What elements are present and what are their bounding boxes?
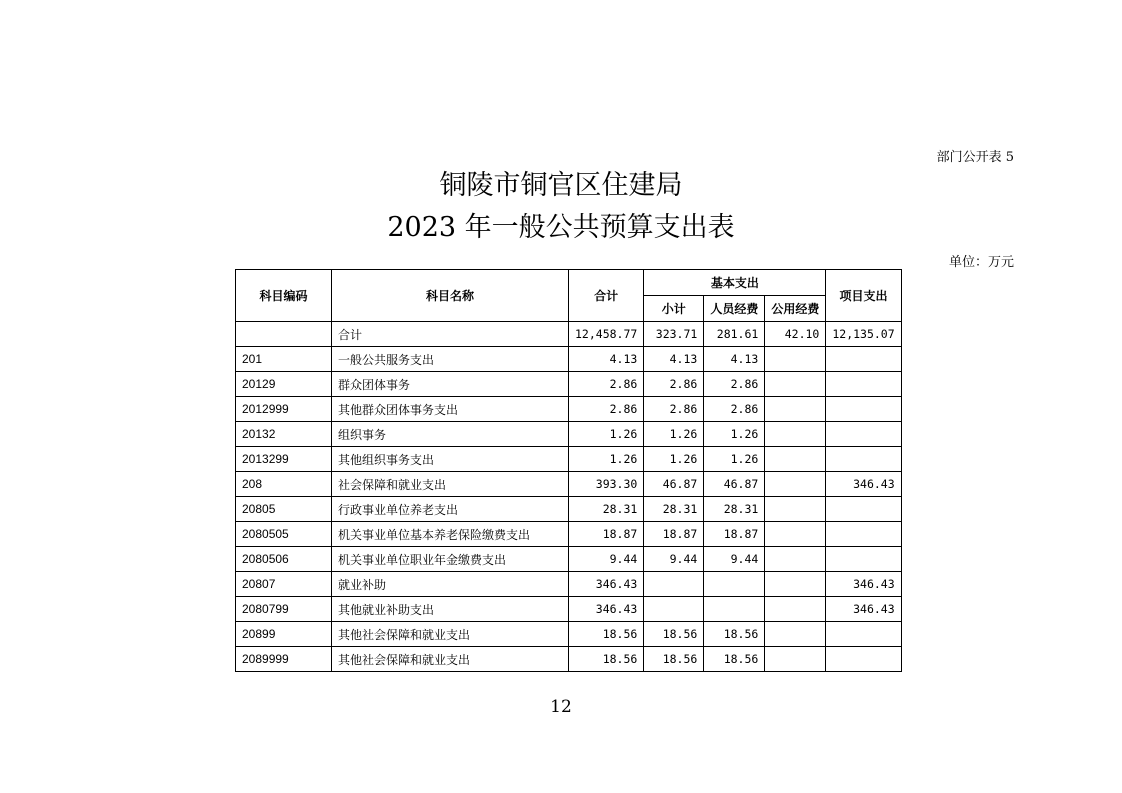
cell-subtotal: 18.87 [644, 522, 704, 547]
cell-total: 9.44 [569, 547, 644, 572]
budget-table [235, 269, 902, 672]
cell-name: 合计 [332, 322, 569, 347]
table-row [236, 322, 902, 347]
cell-project [826, 372, 901, 397]
cell-public [765, 647, 826, 672]
cell-total: 346.43 [569, 572, 644, 597]
header-code: 科目编码 [236, 270, 332, 322]
cell-name: 行政事业单位养老支出 [332, 497, 569, 522]
page-number: 12 [550, 697, 572, 717]
cell-name: 其他社会保障和就业支出 [332, 647, 569, 672]
cell-subtotal: 323.71 [644, 322, 704, 347]
cell-personnel: 2.86 [704, 372, 765, 397]
cell-public [765, 472, 826, 497]
cell-subtotal: 46.87 [644, 472, 704, 497]
cell-code: 20899 [236, 622, 332, 647]
cell-project: 346.43 [826, 572, 901, 597]
cell-public [765, 347, 826, 372]
cell-total: 1.26 [569, 422, 644, 447]
cell-personnel: 18.56 [704, 647, 765, 672]
cell-total: 1.26 [569, 447, 644, 472]
cell-total: 12,458.77 [569, 322, 644, 347]
cell-total: 2.86 [569, 372, 644, 397]
cell-total: 18.56 [569, 647, 644, 672]
document-subtitle: 2023 年一般公共预算支出表 [387, 212, 735, 243]
cell-project [826, 522, 901, 547]
cell-name: 其他群众团体事务支出 [332, 397, 569, 422]
header-public: 公用经费 [765, 296, 826, 322]
cell-name: 机关事业单位基本养老保险缴费支出 [332, 522, 569, 547]
header-subtotal: 小计 [644, 296, 704, 322]
cell-project [826, 397, 901, 422]
cell-code: 20805 [236, 497, 332, 522]
table-row [236, 597, 902, 622]
cell-subtotal: 18.56 [644, 622, 704, 647]
cell-code: 2080505 [236, 522, 332, 547]
cell-subtotal: 9.44 [644, 547, 704, 572]
table-row [236, 547, 902, 572]
cell-code: 2012999 [236, 397, 332, 422]
header-total: 合计 [569, 270, 644, 322]
table-row [236, 622, 902, 647]
cell-project [826, 422, 901, 447]
cell-public [765, 447, 826, 472]
cell-project [826, 447, 901, 472]
cell-code: 20129 [236, 372, 332, 397]
cell-total: 4.13 [569, 347, 644, 372]
cell-subtotal: 4.13 [644, 347, 704, 372]
cell-personnel: 28.31 [704, 497, 765, 522]
table-row [236, 347, 902, 372]
cell-subtotal: 2.86 [644, 397, 704, 422]
cell-public [765, 597, 826, 622]
cell-name: 社会保障和就业支出 [332, 472, 569, 497]
header-name: 科目名称 [332, 270, 569, 322]
cell-project [826, 347, 901, 372]
cell-code: 2080799 [236, 597, 332, 622]
cell-name: 就业补助 [332, 572, 569, 597]
table-row [236, 522, 902, 547]
cell-name: 群众团体事务 [332, 372, 569, 397]
cell-code: 2013299 [236, 447, 332, 472]
cell-public [765, 422, 826, 447]
form-number: 部门公开表 5 [936, 150, 1014, 165]
cell-personnel: 18.87 [704, 522, 765, 547]
table-row [236, 647, 902, 672]
cell-personnel: 18.56 [704, 622, 765, 647]
cell-name: 机关事业单位职业年金缴费支出 [332, 547, 569, 572]
cell-subtotal: 2.86 [644, 372, 704, 397]
cell-name: 其他社会保障和就业支出 [332, 622, 569, 647]
unit-label: 单位：万元 [948, 255, 1014, 270]
cell-project [826, 497, 901, 522]
cell-personnel: 9.44 [704, 547, 765, 572]
cell-code: 20807 [236, 572, 332, 597]
cell-project: 346.43 [826, 472, 901, 497]
cell-public [765, 547, 826, 572]
header-project: 项目支出 [826, 270, 901, 322]
cell-total: 346.43 [569, 597, 644, 622]
cell-personnel: 1.26 [704, 447, 765, 472]
cell-code: 2080506 [236, 547, 332, 572]
cell-public [765, 622, 826, 647]
cell-personnel: 46.87 [704, 472, 765, 497]
header-personnel: 人员经费 [704, 296, 765, 322]
cell-subtotal [644, 597, 704, 622]
cell-subtotal [644, 572, 704, 597]
cell-public: 42.10 [765, 322, 826, 347]
cell-name: 一般公共服务支出 [332, 347, 569, 372]
cell-total: 2.86 [569, 397, 644, 422]
cell-total: 28.31 [569, 497, 644, 522]
cell-name: 组织事务 [332, 422, 569, 447]
document-title: 铜陵市铜官区住建局 [439, 170, 683, 201]
cell-total: 18.56 [569, 622, 644, 647]
cell-personnel [704, 597, 765, 622]
table-row [236, 572, 902, 597]
table-row [236, 447, 902, 472]
table-row [236, 422, 902, 447]
cell-total: 18.87 [569, 522, 644, 547]
cell-public [765, 397, 826, 422]
cell-public [765, 372, 826, 397]
cell-subtotal: 18.56 [644, 647, 704, 672]
cell-personnel: 281.61 [704, 322, 765, 347]
cell-total: 393.30 [569, 472, 644, 497]
cell-code: 2089999 [236, 647, 332, 672]
cell-personnel [704, 572, 765, 597]
cell-code: 201 [236, 347, 332, 372]
table-row [236, 372, 902, 397]
cell-project: 346.43 [826, 597, 901, 622]
cell-code: 208 [236, 472, 332, 497]
cell-personnel: 4.13 [704, 347, 765, 372]
cell-public [765, 522, 826, 547]
table-row [236, 397, 902, 422]
cell-project [826, 622, 901, 647]
cell-name: 其他组织事务支出 [332, 447, 569, 472]
cell-name: 其他就业补助支出 [332, 597, 569, 622]
header-basic: 基本支出 [644, 270, 826, 296]
cell-personnel: 2.86 [704, 397, 765, 422]
cell-subtotal: 1.26 [644, 422, 704, 447]
cell-project [826, 547, 901, 572]
cell-subtotal: 28.31 [644, 497, 704, 522]
table-row [236, 497, 902, 522]
cell-personnel: 1.26 [704, 422, 765, 447]
cell-public [765, 572, 826, 597]
cell-code [236, 322, 332, 347]
cell-project: 12,135.07 [826, 322, 901, 347]
table-body [236, 322, 902, 672]
cell-subtotal: 1.26 [644, 447, 704, 472]
table-row [236, 472, 902, 497]
cell-public [765, 497, 826, 522]
cell-code: 20132 [236, 422, 332, 447]
cell-project [826, 647, 901, 672]
